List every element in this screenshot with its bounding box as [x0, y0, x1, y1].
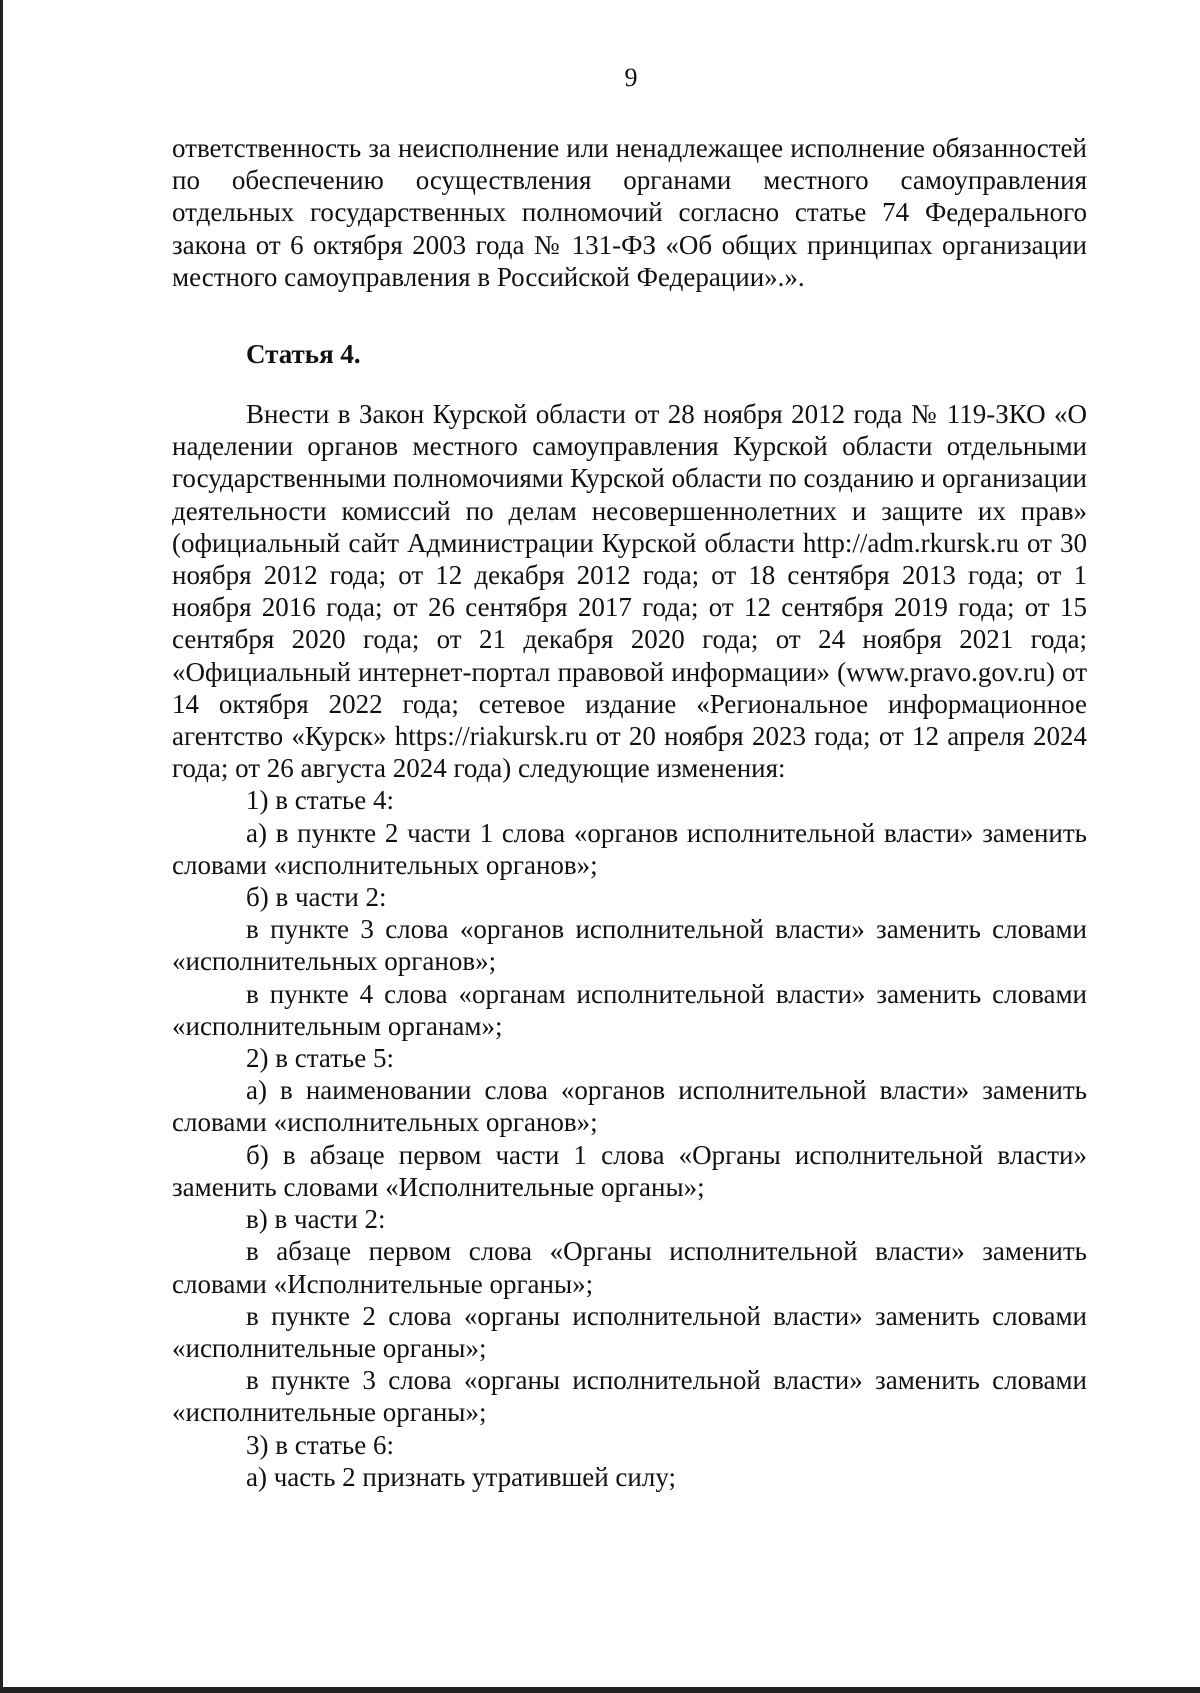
amendment-item: а) часть 2 признать утратившей силу;	[246, 1461, 676, 1492]
amendment-item: в пункте 3 слова «органов исполнительной власти» заменить словами «исполнительных органов»;	[172, 914, 1087, 977]
amendment-item: б) в части 2:	[246, 882, 387, 913]
amendment-item: в) в части 2:	[246, 1204, 386, 1235]
document-body	[172, 132, 1087, 1493]
scan-left-edge	[0, 0, 3, 1693]
amendment-item: 2) в статье 5:	[246, 1043, 394, 1074]
amendment-item: в пункте 3 слова «органы исполнительной власти» заменить словами «исполнительные органы»;	[172, 1365, 1087, 1428]
article-intro-paragraph: Внести в Закон Курской области от 28 ноября 2012 года № 119-ЗКО «О наделении органов местного самоуправления Курской области отдельными государственными полномочиями Курской области по созданию и организации деятельности комиссий по делам несовершеннолетних и защите их прав» (официальный сайт Администрации Курской области http://adm.rkursk.ru от 30 ноября 2012 года; от 12 декабря 2012 года; от 18 сентября 2013 года; от 1 ноября 2016 года; от 26 сентября 2017 года; от 12 сентября 2019 года; от 15 сентября 2020 года; от 21 декабря 2020 года; от 24 ноября 2021 года; «Официальный интернет-портал правовой информации» (www.pravo.gov.ru) от 14 октября 2022 года; сетевое издание «Региональное информационное агентство «Курск» https://riakursk.ru от 20 ноября 2023 года; от 12 апреля 2024 года; от 26 августа 2024 года) следующие изменения:	[172, 399, 1087, 784]
amendment-item: б) в абзаце первом части 1 слова «Органы исполнительной власти» заменить словами «Исполнительные органы»;	[172, 1139, 1087, 1202]
scan-bottom-edge	[0, 1687, 1200, 1693]
amendment-item: а) в наименовании слова «органов исполнительной власти» заменить словами «исполнительных органов»;	[172, 1075, 1087, 1138]
amendment-item: в пункте 4 слова «органам исполнительной власти» заменить словами «исполнительным органам»;	[172, 978, 1087, 1041]
amendment-item: 1) в статье 4:	[246, 785, 394, 816]
continuation-paragraph: ответственность за неисполнение или ненадлежащее исполнение обязанностей по обеспечению осуществления органами местного самоуправления отдельных государственных полномочий согласно статье 74 Федерального закона от 6 октября 2003 года № 131-ФЗ «Об общих принципах организации местного самоуправления в Российской Федерации».».	[172, 133, 1087, 292]
amendment-item: в абзаце первом слова «Органы исполнительной власти» заменить словами «Исполнительные органы»;	[172, 1236, 1087, 1299]
amendment-item: а) в пункте 2 части 1 слова «органов исполнительной власти» заменить словами «исполнительных органов»;	[172, 817, 1087, 880]
amendment-item: в пункте 2 слова «органы исполнительной власти» заменить словами «исполнительные органы»;	[172, 1300, 1087, 1363]
page-number: 9	[624, 63, 638, 92]
amendment-item: 3) в статье 6:	[246, 1429, 394, 1460]
article-heading: Статья 4.	[246, 339, 361, 370]
